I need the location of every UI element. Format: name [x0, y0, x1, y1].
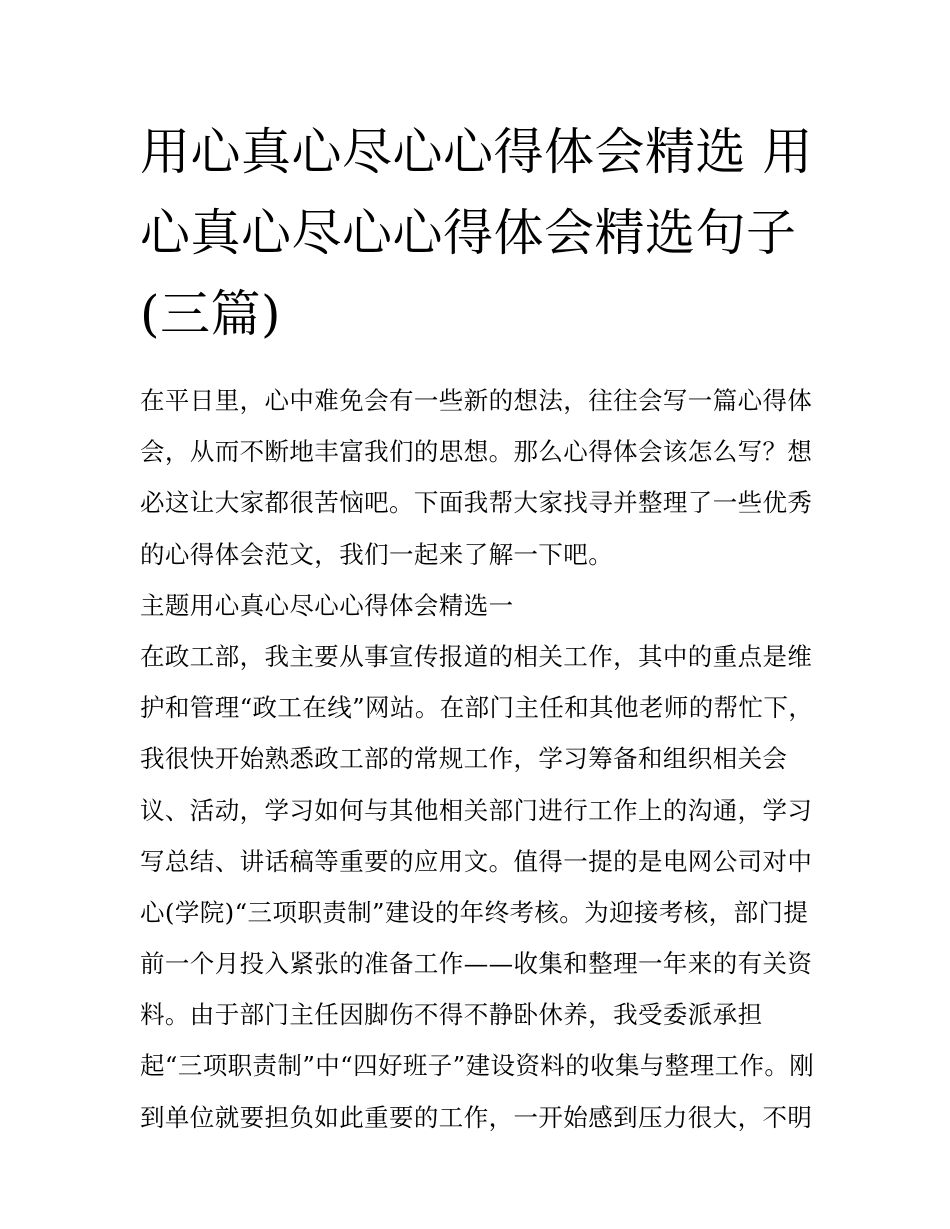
body-line: 必这让大家都很苦恼吧。下面我帮大家找寻并整理了一些优秀 — [140, 488, 813, 518]
body-line: 起“三项职责制”中“四好班子”建设资料的收集与整理工作。刚 — [140, 1051, 815, 1081]
document-body — [140, 375, 815, 1143]
body-line: 料。由于部门主任因脚伤不得不静卧休养，我受委派承担 — [140, 1000, 763, 1030]
body-line: 在政工部，我主要从事宣传报道的相关工作，其中的重点是维 — [140, 641, 813, 671]
body-line: 的心得体会范文，我们一起来了解一下吧。 — [140, 539, 614, 569]
section-heading: 主题用心真心尽心心得体会精选一 — [140, 590, 514, 620]
body-line: 到单位就要担负如此重要的工作，一开始感到压力很大，不明 — [140, 1102, 813, 1132]
body-line: 在平日里，心中难免会有一些新的想法，往往会写一篇心得体 — [140, 386, 813, 415]
body-line: 写总结、讲话稿等重要的应用文。值得一提的是电网公司对中 — [140, 846, 813, 876]
body-line: 心(学院)“三项职责制”建设的年终考核。为迎接考核，部门提 — [140, 897, 809, 927]
body-line: 护和管理“政工在线”网站。在部门主任和其他老师的帮忙下， — [140, 693, 814, 723]
body-line: 会，从而不断地丰富我们的思想。那么心得体会该怎么写？想 — [140, 437, 813, 467]
body-line: 议、活动，学习如何与其他相关部门进行工作上的沟通，学习 — [140, 795, 813, 825]
document-content — [140, 112, 815, 1143]
body-line: 前一个月投入紧张的准备工作——收集和整理一年来的有关资 — [140, 949, 813, 979]
document-title: 用心真心尽心心得体会精选 用心真心尽心心得体会精选句子(三篇) — [140, 123, 813, 343]
body-line: 我很快开始熟悉政工部的常规工作，学习筹备和组织相关会 — [140, 744, 788, 774]
